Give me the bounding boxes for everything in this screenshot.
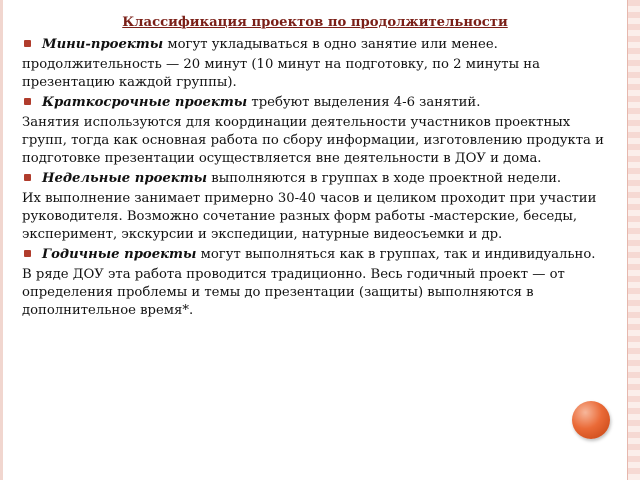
bullet-square-icon xyxy=(24,250,31,257)
section-weekly xyxy=(24,170,606,244)
bullet-text: могут укладываться в одно занятие или менее. xyxy=(163,37,498,52)
bullet-square-icon xyxy=(24,174,31,181)
bullet-text: могут выполняться как в группах, так и индивидуально. xyxy=(196,247,596,262)
bullet-term: Годичные проекты xyxy=(42,247,197,262)
section-paragraph: В ряде ДОУ эта работа проводится традиционно. Весь годичный проект — от определения проблемы и темы до презентации (защиты) выполняются в дополнительное время*. xyxy=(22,267,565,318)
slide-right-border xyxy=(628,0,640,480)
section-mini xyxy=(24,36,606,92)
bullet-item xyxy=(24,36,606,54)
bullet-square-icon xyxy=(24,40,31,47)
bullet-text: выполняются в группах в ходе проектной недели. xyxy=(207,171,562,186)
decorative-orb-icon xyxy=(572,401,610,439)
section-yearly xyxy=(24,246,606,320)
section-paragraph: Их выполнение занимает примерно 30-40 часов и целиком проходит при участии руководителя. Возможно сочетание разных форм работы -мастерские, беседы, эксперимент, экскурсии и экспедиции, натурные видеосъемки и др. xyxy=(22,191,597,242)
section-paragraph: Занятия используются для координации деятельности участников проектных групп, тогда как основная работа по сбору информации, изготовлению продукта и подготовке презентации осуществляется вне деятельности в ДОУ и дома. xyxy=(22,115,604,166)
slide-content xyxy=(24,14,606,322)
bullet-square-icon xyxy=(24,98,31,105)
slide-left-border xyxy=(0,0,3,480)
bullet-term: Недельные проекты xyxy=(42,171,208,186)
bullet-term: Мини-проекты xyxy=(42,37,164,52)
section-short xyxy=(24,94,606,168)
bullet-text: требуют выделения 4-6 занятий. xyxy=(247,95,481,110)
bullet-item xyxy=(24,94,606,112)
bullet-item xyxy=(24,246,606,264)
slide-title: Классификация проектов по продолжительности xyxy=(122,15,508,30)
bullet-term: Краткосрочные проекты xyxy=(42,95,248,110)
bullet-item xyxy=(24,170,606,188)
section-paragraph: продолжительность — 20 минут (10 минут на подготовку, по 2 минуты на презентацию каждой группы). xyxy=(22,57,540,90)
